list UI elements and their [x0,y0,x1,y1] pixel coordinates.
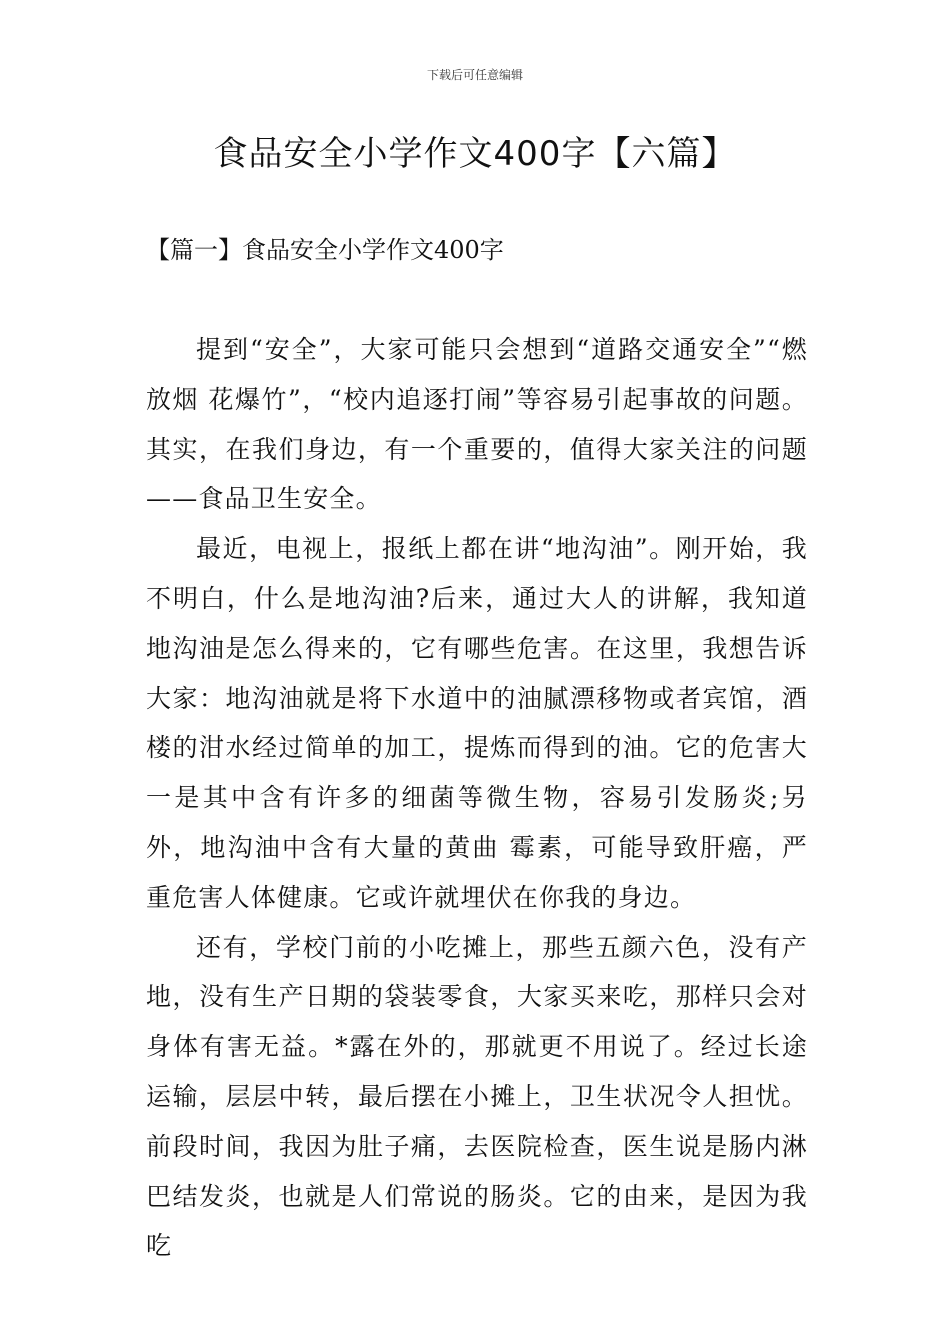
paragraph-3: 还有，学校门前的小吃摊上，那些五颜六色，没有产地，没有生产日期的袋装零食，大家买来吃，那样只会对身体有害无益。*露在外的，那就更不用说了。经过长途运输，层层中转，最后摆在小摊上，卫生状况令人担忧。前段时间，我因为肚子痛，去医院检查，医生说是肠内淋巴结发炎，也就是人们常说的肠炎。它的由来，是因为我吃 [146,932,808,1261]
section-heading: 【篇一】食品安全小学作文400字 [146,236,504,264]
paragraph-1: 提到“安全”，大家可能只会想到“道路交通安全”“燃放烟 花爆竹”，“校内追逐打闹”等容易引起事故的问题。其实，在我们身边，有一个重要的，值得大家关注的问题——食品卫生安全。 [146,335,808,514]
header-note: 下载后可任意编辑 [426,68,523,82]
essay-body [146,325,808,1271]
document-title: 食品安全小学作文400字【六篇】 [213,134,737,174]
paragraph-2: 最近，电视上，报纸上都在讲“地沟油”。刚开始，我不明白，什么是地沟油?后来，通过大人的讲解，我知道地沟油是怎么得来的，它有哪些危害。在这里，我想告诉大家：地沟油就是将下水道中的油腻漂移物或者宾馆，酒楼的泔水经过简单的加工，提炼而得到的油。它的危害大一是其中含有许多的细菌等微生物，容易引发肠炎;另外，地沟油中含有大量的黄曲 霉素，可能导致肝癌，严重危害人体健康。它或许就埋伏在你我的身边。 [146,534,808,912]
